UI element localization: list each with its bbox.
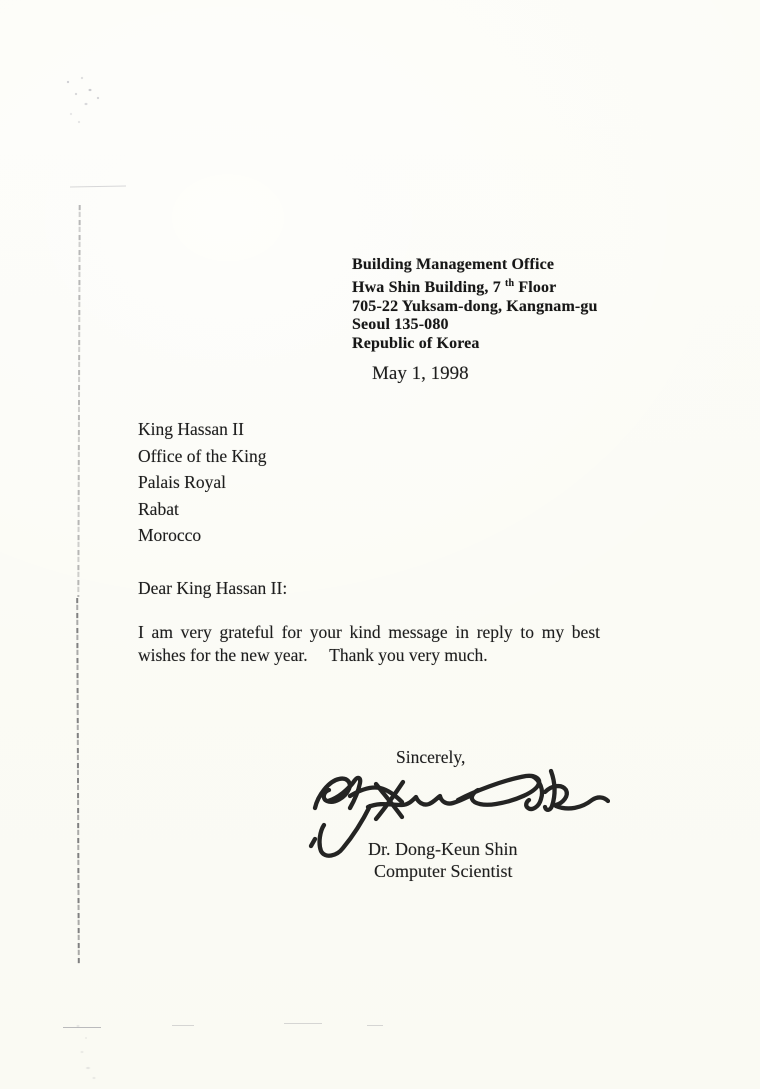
scan-streak-artifact xyxy=(367,1025,383,1026)
recipient-palace-line: Palais Royal xyxy=(138,472,226,493)
signature-block xyxy=(368,839,518,882)
sender-office-line: Building Management Office xyxy=(352,256,555,273)
recipient-address-block xyxy=(138,416,266,549)
recipient-name-line: King Hassan II xyxy=(138,419,244,439)
scan-smudge-artifact xyxy=(46,70,122,132)
scan-streak-artifact xyxy=(63,1027,101,1028)
scan-streak-artifact xyxy=(284,1023,322,1024)
sender-building-line: Hwa Shin Building, 7 $^{th}$ Floor xyxy=(352,277,557,296)
recipient-office-line: Office of the King xyxy=(138,445,267,466)
floor-ordinal-superscript: th xyxy=(505,277,515,289)
scan-streak-artifact xyxy=(70,186,126,188)
sender-address-block xyxy=(352,256,598,354)
scan-vertical-line-artifact xyxy=(76,598,80,964)
signer-name: Dr. Dong-Keun Shin xyxy=(368,839,518,859)
recipient-country-line: Morocco xyxy=(138,525,202,546)
sender-city-line: Seoul 135-080 xyxy=(352,316,449,334)
scan-vertical-line-artifact xyxy=(77,205,80,597)
salutation: Dear King Hassan II: xyxy=(138,578,288,598)
valediction: Sincerely, xyxy=(396,747,466,767)
letter-body-paragraph xyxy=(138,621,600,666)
recipient-city-line: Rabat xyxy=(138,498,179,519)
letter-date: May 1, 1998 xyxy=(372,363,469,384)
body-line: wishes for the new year. Thank you very much. xyxy=(138,644,488,665)
sender-street-line: 705-22 Yuksam-dong, Kangnam-gu xyxy=(352,297,598,315)
body-line: I am very grateful for your kind message in reply to my best xyxy=(138,622,600,642)
scan-streak-artifact xyxy=(172,1025,194,1026)
signer-title: Computer Scientist xyxy=(374,860,513,881)
sender-country-line: Republic of Korea xyxy=(352,335,480,353)
